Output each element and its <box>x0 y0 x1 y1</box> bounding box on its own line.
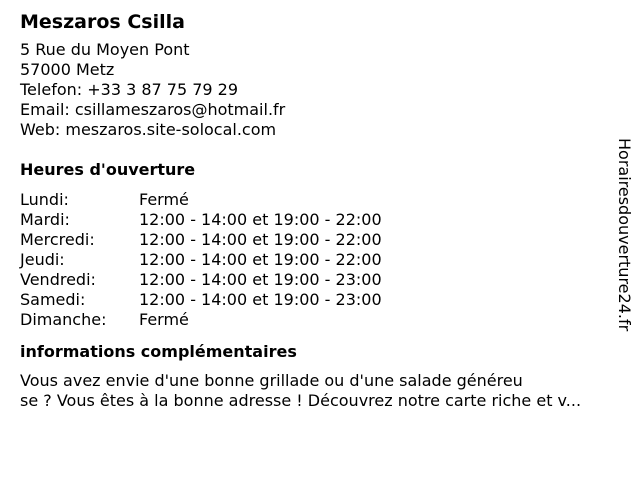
hours-time: 12:00 - 14:00 et 19:00 - 22:00 <box>139 210 382 229</box>
hours-time: Fermé <box>139 190 189 209</box>
address-street: 5 Rue du Moyen Pont <box>20 40 190 59</box>
hours-day: Lundi: <box>20 190 69 209</box>
hours-row-wednesday <box>20 230 620 250</box>
address-city: 57000 Metz <box>20 60 115 79</box>
hours-day: Jeudi: <box>20 250 65 269</box>
hours-day: Vendredi: <box>20 270 96 289</box>
email-line: Email: csillameszaros@hotmail.fr <box>20 100 286 119</box>
hours-row-monday <box>20 190 620 210</box>
web-line: Web: meszaros.site-solocal.com <box>20 120 277 139</box>
hours-time: 12:00 - 14:00 et 19:00 - 23:00 <box>139 290 382 309</box>
additional-info-text <box>20 371 620 411</box>
hours-time: 12:00 - 14:00 et 19:00 - 23:00 <box>139 270 382 289</box>
site-watermark: Horairesdouverture24.fr <box>615 138 634 332</box>
hours-time: 12:00 - 14:00 et 19:00 - 22:00 <box>139 230 382 249</box>
hours-time: 12:00 - 14:00 et 19:00 - 22:00 <box>139 250 382 269</box>
opening-hours-table <box>20 190 620 330</box>
hours-day: Mardi: <box>20 210 70 229</box>
info-text-line: se ? Vous êtes à la bonne adresse ! Découvrez notre carte riche et v... <box>20 391 582 410</box>
hours-time: Fermé <box>139 310 189 329</box>
additional-info-title: informations complémentaires <box>20 342 297 361</box>
hours-day: Samedi: <box>20 290 86 309</box>
hours-row-thursday <box>20 250 620 270</box>
hours-row-sunday <box>20 310 620 330</box>
hours-day: Mercredi: <box>20 230 95 249</box>
hours-row-saturday <box>20 290 620 310</box>
hours-day: Dimanche: <box>20 310 107 329</box>
contact-block <box>20 40 620 140</box>
business-name: Meszaros Csilla <box>20 11 185 33</box>
hours-row-tuesday <box>20 210 620 230</box>
info-text-line: Vous avez envie d'une bonne grillade ou d'une salade généreu <box>20 371 523 390</box>
business-card <box>20 8 620 411</box>
opening-hours-title: Heures d'ouverture <box>20 160 196 179</box>
phone-line: Telefon: +33 3 87 75 79 29 <box>20 80 239 99</box>
hours-row-friday <box>20 270 620 290</box>
